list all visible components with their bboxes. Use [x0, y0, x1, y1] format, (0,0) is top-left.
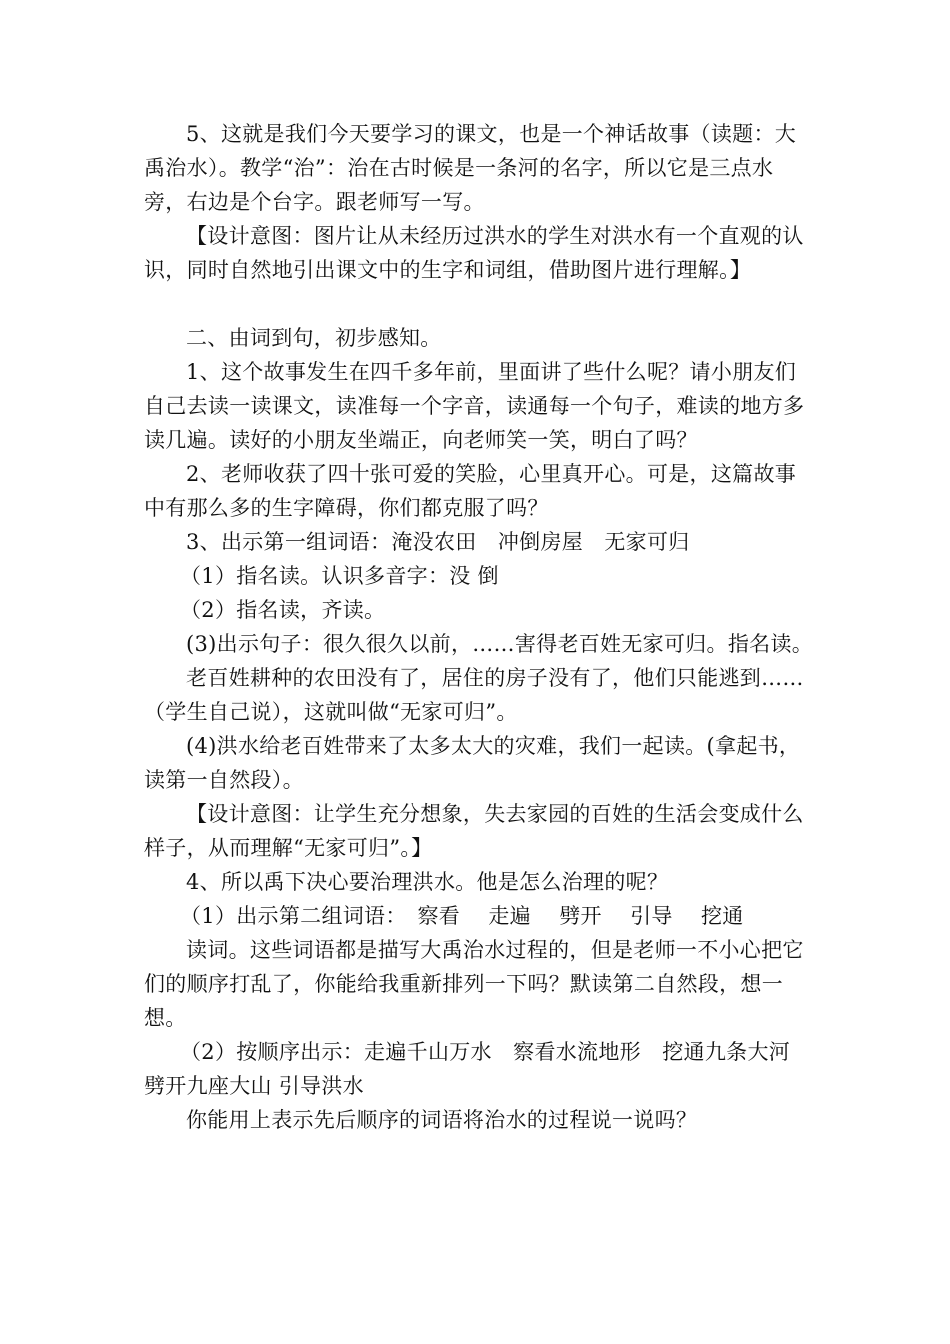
paragraph-read-words: 读词。这些词语都是描写大禹治水过程的，但是老师一不小心把它们的顺序打乱了，你能给我重新排列一下吗？默读第二自然段，想一想。 [144, 938, 804, 1030]
paragraph-step5: 5、这就是我们今天要学习的课文，也是一个神话故事（读题：大禹治水）。教学“治”：治在古时候是一条河的名字，所以它是三点水旁，右边是个台字。跟老师写一写。 [144, 122, 797, 214]
paragraph-step3: 3、出示第一组词语：淹没农田 冲倒房屋 无家可归 [186, 530, 690, 554]
paragraph-step3-sub3: (3)出示句子：很久很久以前，……害得老百姓无家可归。指名读。 [186, 632, 814, 656]
paragraph-design-intent-1: 【设计意图：图片让从未经历过洪水的学生对洪水有一个直观的认识，同时自然地引出课文中的生字和词组，借助图片进行理解。】 [144, 224, 804, 282]
paragraph-step4: 4、所以禹下决心要治理洪水。他是怎么治理的呢？ [186, 870, 669, 894]
paragraph-step3-sub2: （2）指名读，齐读。 [180, 598, 386, 622]
paragraph-step3-sub1: （1）指名读。认识多音字：没 倒 [180, 564, 499, 588]
paragraph-step1: 1、这个故事发生在四千多年前，里面讲了些什么呢？请小朋友们自己去读一读课文，读准每一个字音，读通每一个句子，难读的地方多读几遍。读好的小朋友坐端正，向老师笑一笑，明白了吗？ [144, 360, 805, 452]
paragraph-step4-sub1: （1）出示第二组词语： 察看 走遍 劈开 引导 挖通 [180, 904, 744, 928]
document-body [144, 117, 814, 1137]
paragraph-design-intent-2: 【设计意图：让学生充分想象，失去家园的百姓的生活会变成什么样子，从而理解“无家可归”。】 [144, 802, 804, 860]
paragraph-step2: 2、老师收获了四十张可爱的笑脸，心里真开心。可是，这篇故事中有那么多的生字障碍，你们都克服了吗？ [144, 462, 797, 520]
paragraph-homeless-explanation: 老百姓耕种的农田没有了，居住的房子没有了，他们只能逃到……（学生自己说），这就叫做“无家可归”。 [144, 666, 804, 724]
section-heading-2: 二、由词到句，初步感知。 [186, 326, 442, 350]
paragraph-retell-question: 你能用上表示先后顺序的词语将治水的过程说一说吗？ [186, 1108, 698, 1132]
paragraph-step4-sub2: （2）按顺序出示：走遍千山万水 察看水流地形 挖通九条大河 劈开九座大山 引导洪水 [144, 1040, 812, 1098]
paragraph-step3-sub4: (4)洪水给老百姓带来了太多太大的灾难，我们一起读。(拿起书，读第一自然段）。 [144, 734, 801, 792]
